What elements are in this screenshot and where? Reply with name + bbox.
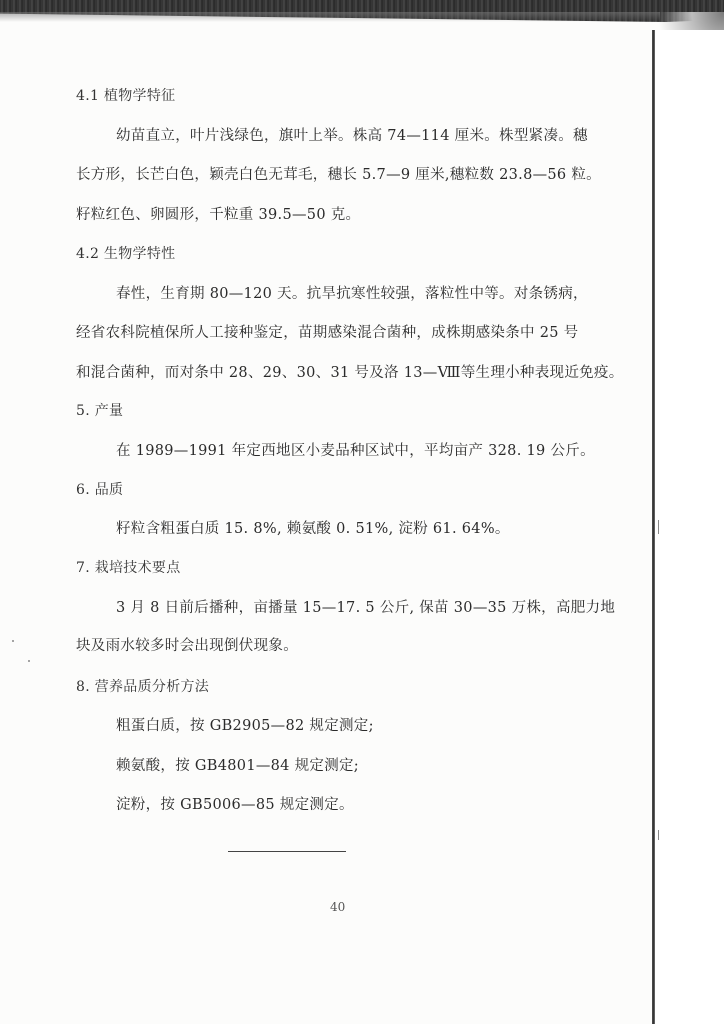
page-number: 40 (330, 900, 346, 914)
paragraph-line: 块及雨水较多时会出现倒伏现象。 (76, 638, 298, 654)
paragraph-line: 幼苗直立，叶片浅绿色，旗叶上举。株高 74—114 厘米。株型紧凑。穗 (116, 128, 588, 144)
scan-speck (12, 640, 14, 642)
margin-strip (655, 30, 724, 1024)
section-heading-4-1: 4.1 植物学特征 (76, 88, 176, 104)
section-heading-7: 7. 栽培技术要点 (76, 560, 181, 576)
paragraph-line: 经省农科院植保所人工接种鉴定，苗期感染混合菌种，成株期感染条中 25 号 (76, 325, 579, 341)
scan-speck (658, 830, 659, 840)
paragraph-line: 淀粉，按 GB5006—85 规定测定。 (116, 797, 354, 813)
section-heading-6: 6. 品质 (76, 482, 124, 498)
end-rule (228, 851, 346, 852)
section-heading-8: 8. 营养品质分析方法 (76, 679, 210, 695)
scan-top-fade (0, 12, 660, 22)
paragraph-line: 春性，生育期 80—120 天。抗旱抗寒性较强，落粒性中等。对条锈病， (116, 286, 588, 302)
paragraph-line: 和混合菌种，而对条中 28、29、30、31 号及洛 13—Ⅷ等生理小种表现近免疫。 (76, 365, 624, 381)
paragraph-line: 3 月 8 日前后播种，亩播量 15—17. 5 公斤, 保苗 30—35 万株，高肥力地 (116, 600, 616, 616)
scan-speck (658, 520, 659, 534)
paragraph-line: 长方形，长芒白色，颖壳白色无茸毛，穗长 5.7—9 厘米,穗粒数 23.8—56 粒。 (76, 167, 601, 183)
paragraph-line: 籽粒红色、卵圆形，千粒重 39.5—50 克。 (76, 207, 361, 223)
section-heading-4-2: 4.2 生物学特性 (76, 246, 176, 262)
paragraph-line: 籽粒含粗蛋白质 15. 8%, 赖氨酸 0. 51%, 淀粉 61. 64%。 (116, 521, 510, 537)
section-heading-5: 5. 产量 (76, 403, 124, 419)
paragraph-line: 在 1989—1991 年定西地区小麦品种区试中，平均亩产 328. 19 公斤。 (116, 443, 595, 459)
scan-speck (28, 660, 30, 662)
paragraph-line: 赖氨酸，按 GB4801—84 规定测定; (116, 758, 359, 774)
paragraph-line: 粗蛋白质，按 GB2905—82 规定测定; (116, 718, 374, 734)
